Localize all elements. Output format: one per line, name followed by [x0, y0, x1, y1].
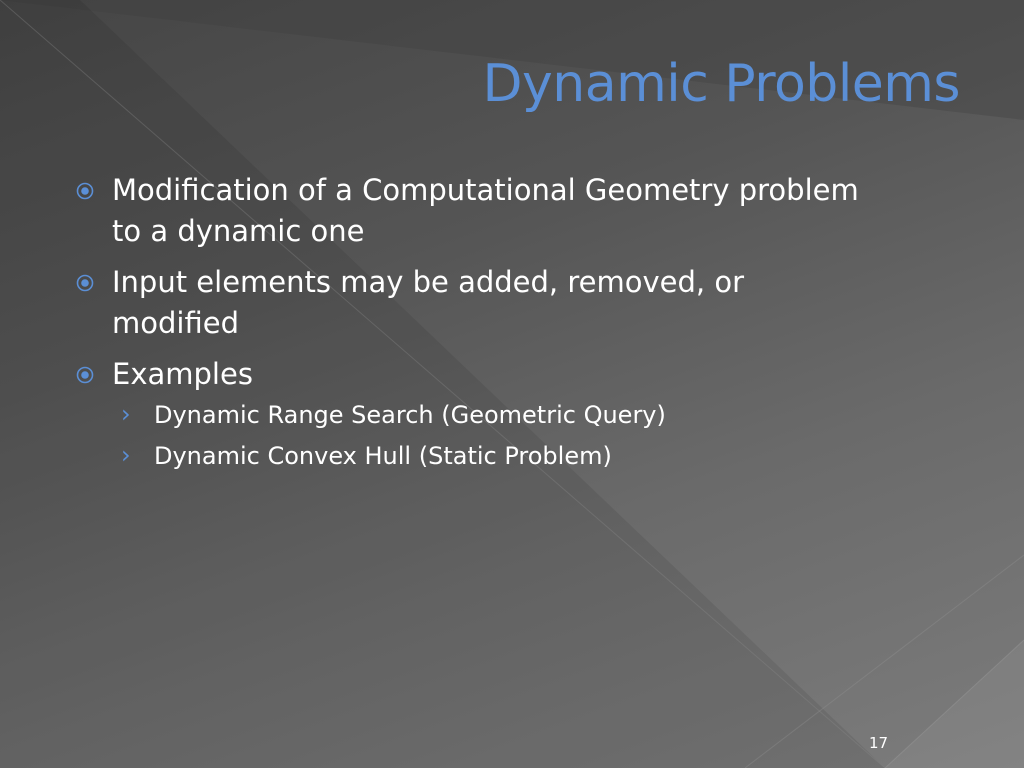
bullet-item — [70, 262, 870, 344]
chevron-right-icon: › — [121, 441, 131, 469]
bullet-list — [70, 170, 870, 487]
sub-bullet-text: Dynamic Range Search (Geometric Query) — [154, 401, 666, 429]
sub-bullet-list — [112, 395, 870, 477]
slide-title: Dynamic Problems — [482, 54, 960, 114]
page-number: 17 — [869, 734, 889, 752]
bullet-item — [70, 170, 870, 252]
circled-dot-bullet-icon — [76, 366, 94, 384]
bullet-text: Examples — [112, 357, 253, 391]
bullet-item — [70, 354, 870, 477]
circled-dot-bullet-icon — [76, 274, 94, 292]
sub-bullet-item — [112, 436, 870, 477]
circled-dot-bullet-icon — [76, 182, 94, 200]
sub-bullet-item — [112, 395, 870, 436]
bullet-text: Modification of a Computational Geometry problem to a dynamic one — [112, 173, 859, 248]
sub-bullet-text: Dynamic Convex Hull (Static Problem) — [154, 442, 612, 470]
chevron-right-icon: › — [121, 400, 131, 428]
bullet-text: Input elements may be added, removed, or modified — [112, 265, 744, 340]
